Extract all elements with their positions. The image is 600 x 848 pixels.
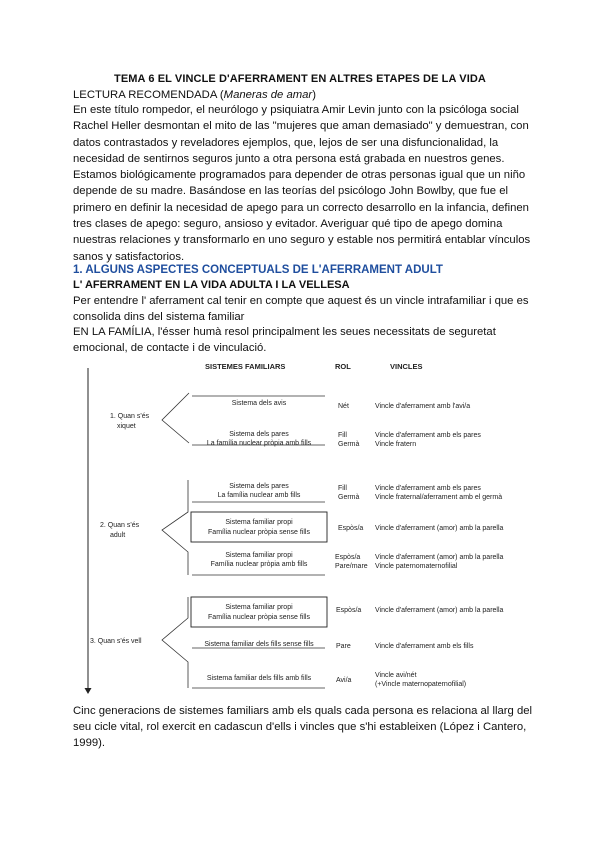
system-label: Sistema dels pares bbox=[229, 431, 289, 438]
intro-line: necesidad de sentirnos seguros junto a otra persona está grabada en nuestros genes. bbox=[73, 152, 505, 165]
body-line: emocional, de contacte i de vinculació. bbox=[73, 341, 267, 354]
role-label: Avi/a bbox=[336, 677, 352, 684]
caption-paragraph bbox=[73, 703, 532, 751]
bond-label: Vincle avi/nét bbox=[375, 672, 417, 679]
role-label: Fill bbox=[338, 432, 347, 439]
bond-label: Vincle d'aferrament amb els fills bbox=[375, 643, 474, 650]
intro-line: Rachel Heller desmontan el mito de las "mujeres que aman demasiado" y demuestran, con bbox=[73, 120, 529, 133]
system-label: Sistema dels pares bbox=[229, 483, 289, 490]
intro-line: Estamos biológicamente programados para depender de otras personas igual que un niño bbox=[73, 169, 526, 182]
intro-line: depende de su madre. Basándose en las teorías del psicólogo John Bowlby, que fue el bbox=[73, 185, 509, 198]
stage-label: xiquet bbox=[117, 423, 136, 430]
caption-line: 1999). bbox=[73, 737, 106, 749]
role-label: Espòs/a bbox=[338, 525, 364, 532]
stage-bracket bbox=[162, 480, 188, 575]
role-label: Nét bbox=[338, 403, 349, 410]
role-label: Germà bbox=[338, 441, 360, 448]
system-label: Sistema familiar propi bbox=[225, 604, 293, 611]
reading-book-title: Maneras de amar bbox=[223, 89, 313, 101]
system-label: Família nuclear pròpia amb fills bbox=[210, 561, 308, 568]
system-label: La família nuclear pròpia amb fills bbox=[206, 440, 312, 447]
bond-label: Vincle d'aferrament amb l'avi/a bbox=[375, 403, 471, 410]
stage-label: 1. Quan s'és bbox=[110, 413, 150, 420]
role-label: Espòs/a bbox=[336, 607, 362, 614]
role-label: Fill bbox=[338, 485, 347, 492]
subsection-heading: L' AFERRAMENT EN LA VIDA ADULTA I LA VELLESA bbox=[73, 279, 350, 291]
header-bonds: VINCLES bbox=[390, 362, 423, 371]
bond-label: Vincle paternomaternofilial bbox=[375, 563, 458, 570]
intro-line: sanos y satisfactorios. bbox=[73, 250, 185, 263]
system-label: Família nuclear pròpia sense fills bbox=[208, 614, 310, 621]
system-label: La família nuclear amb fills bbox=[217, 492, 301, 499]
role-label: Espòs/a bbox=[335, 554, 361, 561]
bond-label: Vincle d'aferrament (amor) amb la parella bbox=[375, 607, 504, 614]
intro-line: tres clases de apego: seguro, ansioso y evitador. Averiguar qué tipo de apego domina bbox=[73, 218, 503, 231]
intro-line: datos contrastados y reveladores ejemplos, que, lejos de ser una disfuncionalidad, la bbox=[73, 136, 499, 149]
role-label: Germà bbox=[338, 494, 360, 501]
system-label: Sistema dels avis bbox=[231, 400, 287, 407]
body-line: consolida dins del sistema familiar bbox=[73, 310, 245, 323]
bond-label: Vincle fraternal/aferrament amb el germà bbox=[375, 494, 503, 501]
reading-close: ) bbox=[312, 89, 316, 101]
stage-label: 3. Quan s'és vell bbox=[90, 638, 142, 645]
document-title: TEMA 6 EL VINCLE D'AFERRAMENT EN ALTRES ETAPES DE LA VIDA bbox=[114, 73, 486, 85]
role-label: Pare/mare bbox=[335, 563, 368, 570]
timeline-arrow-icon bbox=[85, 688, 92, 694]
reading-label: LECTURA RECOMENDADA ( bbox=[73, 89, 224, 101]
caption-line: seu cicle vital, rol exercit en cadascun d'ells i vincles que s'hi estableixen (López i Cantero, bbox=[73, 721, 527, 733]
bond-label: Vincle d'aferrament amb els pares bbox=[375, 432, 481, 439]
system-label: Sistema familiar propi bbox=[225, 552, 293, 559]
intro-line: primero en definir la necesidad de apego para un correcto desarrollo en la infancia, definen bbox=[73, 201, 529, 214]
bond-label: Vincle d'aferrament (amor) amb la parella bbox=[375, 525, 504, 532]
highlighted-system-box bbox=[191, 597, 327, 627]
body-line: Per entendre l' aferrament cal tenir en compte que aquest és un vincle intrafamiliar i que es bbox=[73, 295, 529, 307]
role-label: Pare bbox=[336, 643, 351, 650]
system-label: Sistema familiar dels fills sense fills bbox=[204, 641, 314, 648]
bond-label: (+Vincle maternopaternofilial) bbox=[375, 681, 467, 688]
system-label: Sistema familiar propi bbox=[225, 519, 293, 526]
bond-label: Vincle fratern bbox=[375, 441, 417, 448]
bond-label: Vincle d'aferrament amb els pares bbox=[375, 485, 481, 492]
highlighted-system-box bbox=[191, 512, 327, 542]
bond-label: Vincle d'aferrament (amor) amb la parella bbox=[375, 554, 504, 561]
intro-line: En este título rompedor, el neurólogo y psiquiatra Amir Levin junto con la psicóloga social bbox=[73, 104, 519, 116]
system-label: Família nuclear pròpia sense fills bbox=[208, 529, 310, 536]
stage-label: adult bbox=[110, 532, 126, 539]
stage-bracket bbox=[162, 393, 189, 443]
body-line: EN LA FAMÍLIA, l'ésser humà resol principalment les seues necessitats de seguretat bbox=[73, 326, 496, 338]
header-systems: SISTEMES FAMILIARS bbox=[205, 362, 286, 371]
stage-label: 2. Quan s'és bbox=[100, 522, 140, 529]
stage-bracket bbox=[162, 597, 188, 688]
caption-line: Cinc generacions de sistemes familiars amb els quals cada persona es relaciona al llarg del bbox=[73, 705, 533, 717]
intro-line: nuestras relaciones y transformarlo en uno seguro y estable nos permitirá entablar vínculos bbox=[73, 234, 531, 247]
section-heading: 1. ALGUNS ASPECTES CONCEPTUALS DE L'AFERRAMENT ADULT bbox=[73, 264, 443, 276]
header-role: ROL bbox=[335, 362, 351, 371]
system-label: Sistema familiar dels fills amb fills bbox=[206, 675, 312, 682]
